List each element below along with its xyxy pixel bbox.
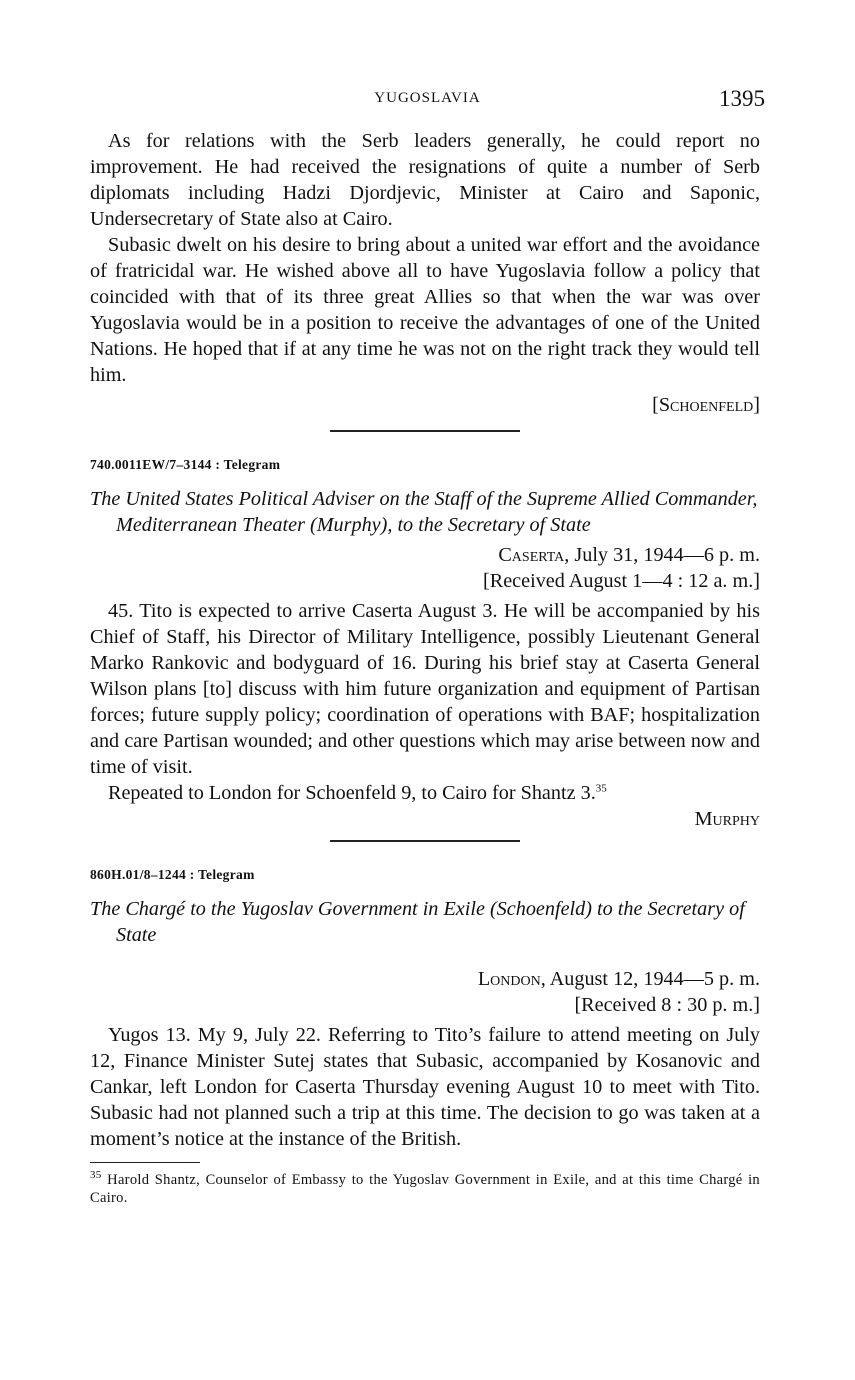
- dateline: [90, 542, 760, 568]
- section-divider: [330, 840, 520, 842]
- footnote: [90, 1171, 760, 1207]
- document-title: The Chargé to the Yugoslav Government in Exile (Schoenfeld) to the Secretary of State: [90, 898, 745, 946]
- footnote-divider: [90, 1162, 200, 1163]
- paragraph-text: Repeated to London for Schoenfeld 9, to Cairo for Shantz 3.: [108, 782, 596, 804]
- paragraph: [90, 780, 760, 806]
- dateline-place: Caserta: [498, 544, 565, 566]
- paragraph: Subasic dwelt on his desire to bring about a united war effort and the avoidance of fratricidal war. He wished above all to have Yugoslavia follow a policy that coincided with that of its three great Allies so that when the war was over Yugoslavia would be in a position to receive the advantages of one of the United Nations. He hoped that if at any time he was not on the right track they would tell him.: [90, 234, 760, 386]
- footnote-marker: 35: [90, 1169, 102, 1182]
- footnote-text: Harold Shantz, Counselor of Embassy to the Yugoslav Government in Exile, and at this time Chargé in Cairo.: [90, 1172, 760, 1206]
- file-number: 860H.01/8–1244 : Telegram: [90, 867, 255, 882]
- dateline-place: London: [477, 968, 541, 990]
- document-title: The United States Political Adviser on the Staff of the Supreme Allied Commander, Mediterranean Theater (Murphy), to the Secretary of State: [90, 488, 758, 536]
- page-header: [90, 86, 765, 118]
- page-number: 1395: [719, 86, 765, 111]
- received-line: [Received 8 : 30 p. m.]: [574, 994, 760, 1016]
- signature: Murphy: [694, 808, 760, 830]
- section-divider: [330, 430, 520, 432]
- paragraph: As for relations with the Serb leaders generally, he could report no improvement. He had received the resignations of quite a number of Serb diplomats including Hadzi Djordjevic, Minister at Cairo and Saponic, Undersecretary of State also at Cairo.: [90, 130, 760, 230]
- paragraph: Yugos 13. My 9, July 22. Referring to Tito’s failure to attend meeting on July 12, Finance Minister Sutej states that Subasic, accompanied by Kosanovic and Cankar, left London for Caserta Thursday evening August 10 to meet with Tito. Subasic had not planned such a trip at this time. The decision to go was taken at a moment’s notice at the instance of the British.: [90, 1024, 760, 1150]
- running-title: YUGOSLAVIA: [374, 90, 481, 106]
- paragraph: 45. Tito is expected to arrive Caserta August 3. He will be accompanied by his Chief of Staff, his Director of Military Intelligence, possibly Lieutenant General Marko Rankovic and bodyguard of 16. During his brief stay at Caserta General Wilson plans [to] discuss with him future organization and equipment of Partisan forces; future supply policy; coordination of operations with BAF; hospitalization and care Partisan wounded; and other questions which may arise between now and time of visit.: [90, 600, 760, 778]
- signature: [Schoenfeld]: [652, 394, 760, 416]
- dateline: [90, 966, 760, 992]
- footnote-reference[interactable]: 35: [595, 782, 607, 795]
- page-body: [90, 128, 760, 1207]
- file-number: 740.0011EW/7–3144 : Telegram: [90, 457, 281, 472]
- received-line: [Received August 1—4 : 12 a. m.]: [483, 570, 760, 592]
- dateline-date: , July 31, 1944—6 p. m.: [564, 544, 760, 566]
- dateline-date: , August 12, 1944—5 p. m.: [540, 968, 760, 990]
